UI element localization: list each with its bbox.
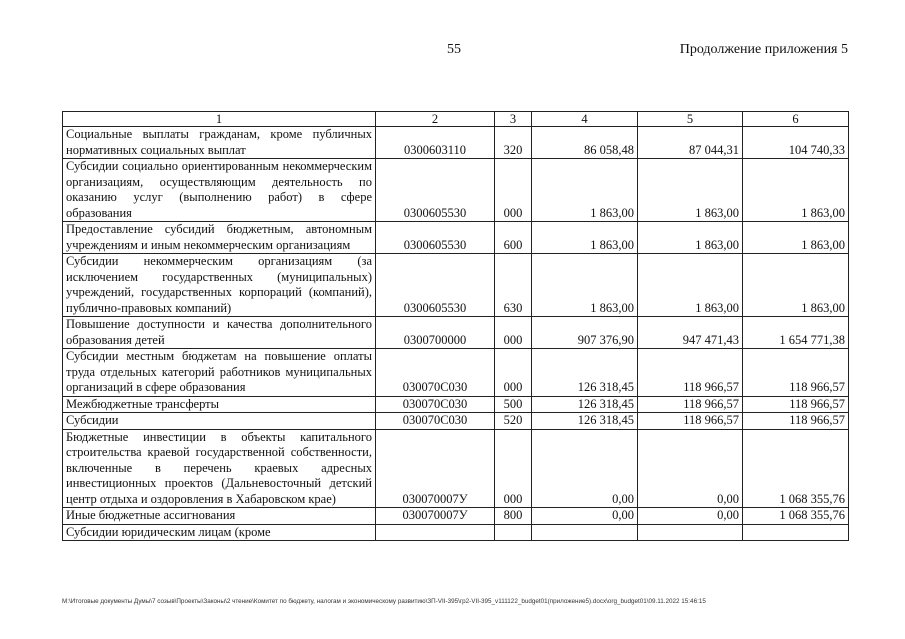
row-amount-1: 126 318,45 (532, 396, 638, 413)
row-name: Бюджетные инвестиции в объекты капитального строительства краевой государственной собственности, включенные в перечень краевых адресных инвестиционных проектов (Дальневосточный детский центр отдыха и оздоровления в Хабаровском крае) (63, 429, 376, 508)
row-amount-1: 126 318,45 (532, 413, 638, 430)
row-amount-1: 0,00 (532, 508, 638, 525)
column-header: 4 (532, 112, 638, 127)
row-expense-type (495, 524, 532, 541)
row-expense-type: 630 (495, 254, 532, 317)
table-row (63, 159, 849, 222)
row-amount-2: 118 966,57 (638, 396, 743, 413)
table-row (63, 127, 849, 159)
row-name: Межбюджетные трансферты (63, 396, 376, 413)
table-row (63, 254, 849, 317)
row-amount-2: 118 966,57 (638, 349, 743, 397)
column-header: 6 (743, 112, 849, 127)
row-amount-3: 1 068 355,76 (743, 508, 849, 525)
column-header: 3 (495, 112, 532, 127)
table-row (63, 222, 849, 254)
row-amount-1 (532, 524, 638, 541)
table-row (63, 349, 849, 397)
row-name: Субсидии юридическим лицам (кроме (63, 524, 376, 541)
budget-table (62, 111, 849, 541)
row-expense-type: 000 (495, 429, 532, 508)
row-amount-1: 0,00 (532, 429, 638, 508)
row-amount-2 (638, 524, 743, 541)
row-target-code: 030070С030 (376, 349, 495, 397)
row-amount-1: 1 863,00 (532, 254, 638, 317)
row-expense-type: 000 (495, 159, 532, 222)
row-amount-3: 118 966,57 (743, 413, 849, 430)
row-amount-1: 907 376,90 (532, 317, 638, 349)
row-expense-type: 600 (495, 222, 532, 254)
row-amount-2: 0,00 (638, 508, 743, 525)
row-amount-3 (743, 524, 849, 541)
row-target-code: 030070С030 (376, 396, 495, 413)
column-header: 2 (376, 112, 495, 127)
row-expense-type: 000 (495, 349, 532, 397)
row-amount-3: 118 966,57 (743, 349, 849, 397)
table-row (63, 524, 849, 541)
row-target-code: 030070007У (376, 429, 495, 508)
row-amount-3: 118 966,57 (743, 396, 849, 413)
document-path-footer: M:\Итоговые документы Думы\7 созыв\Проекты\Законы\2 чтение\Комитет по бюджету, налогам и экономическому развитию\ЗП-VII-395\гр2-VII-395_v111122_budget01(приложение5).docx\org_budget01\09.11.2022 15:46:15 (62, 598, 706, 605)
continuation-label: Продолжение приложения 5 (679, 42, 848, 57)
row-expense-type: 800 (495, 508, 532, 525)
row-name: Субсидии некоммерческим организациям (за исключением государственных (муниципальных) учреждений, государственных корпораций (компаний), публично-правовых компаний) (63, 254, 376, 317)
row-name: Предоставление субсидий бюджетным, автономным учреждениям и иным некоммерческим организациям (63, 222, 376, 254)
table-row (63, 508, 849, 525)
row-amount-2: 0,00 (638, 429, 743, 508)
row-amount-3: 1 654 771,38 (743, 317, 849, 349)
row-amount-3: 1 863,00 (743, 254, 849, 317)
page-number: 55 (447, 42, 461, 57)
row-amount-2: 1 863,00 (638, 159, 743, 222)
row-target-code (376, 524, 495, 541)
row-amount-3: 1 068 355,76 (743, 429, 849, 508)
table-header-row (63, 112, 849, 127)
table-row (63, 396, 849, 413)
row-amount-2: 947 471,43 (638, 317, 743, 349)
row-name: Социальные выплаты гражданам, кроме публичных нормативных социальных выплат (63, 127, 376, 159)
row-amount-2: 118 966,57 (638, 413, 743, 430)
row-amount-1: 86 058,48 (532, 127, 638, 159)
column-header: 5 (638, 112, 743, 127)
row-amount-2: 1 863,00 (638, 222, 743, 254)
row-target-code: 0300603110 (376, 127, 495, 159)
row-expense-type: 320 (495, 127, 532, 159)
row-amount-3: 104 740,33 (743, 127, 849, 159)
row-amount-3: 1 863,00 (743, 159, 849, 222)
row-amount-2: 1 863,00 (638, 254, 743, 317)
row-name: Субсидии местным бюджетам на повышение оплаты труда отдельных категорий работников муниципальных организаций в сфере образования (63, 349, 376, 397)
row-amount-2: 87 044,31 (638, 127, 743, 159)
row-expense-type: 500 (495, 396, 532, 413)
row-target-code: 0300605530 (376, 159, 495, 222)
row-amount-1: 1 863,00 (532, 222, 638, 254)
table-row (63, 317, 849, 349)
row-target-code: 0300605530 (376, 254, 495, 317)
row-name: Субсидии социально ориентированным некоммерческим организациям, осуществляющим деятельность по оказанию услуг (выполнению работ) в сфере образования (63, 159, 376, 222)
table-row (63, 413, 849, 430)
row-target-code: 0300700000 (376, 317, 495, 349)
row-amount-1: 1 863,00 (532, 159, 638, 222)
row-name: Повышение доступности и качества дополнительного образования детей (63, 317, 376, 349)
table-row (63, 429, 849, 508)
row-expense-type: 520 (495, 413, 532, 430)
row-target-code: 0300605530 (376, 222, 495, 254)
row-name: Субсидии (63, 413, 376, 430)
row-name: Иные бюджетные ассигнования (63, 508, 376, 525)
column-header: 1 (63, 112, 376, 127)
row-amount-3: 1 863,00 (743, 222, 849, 254)
row-amount-1: 126 318,45 (532, 349, 638, 397)
row-expense-type: 000 (495, 317, 532, 349)
row-target-code: 030070007У (376, 508, 495, 525)
row-target-code: 030070С030 (376, 413, 495, 430)
